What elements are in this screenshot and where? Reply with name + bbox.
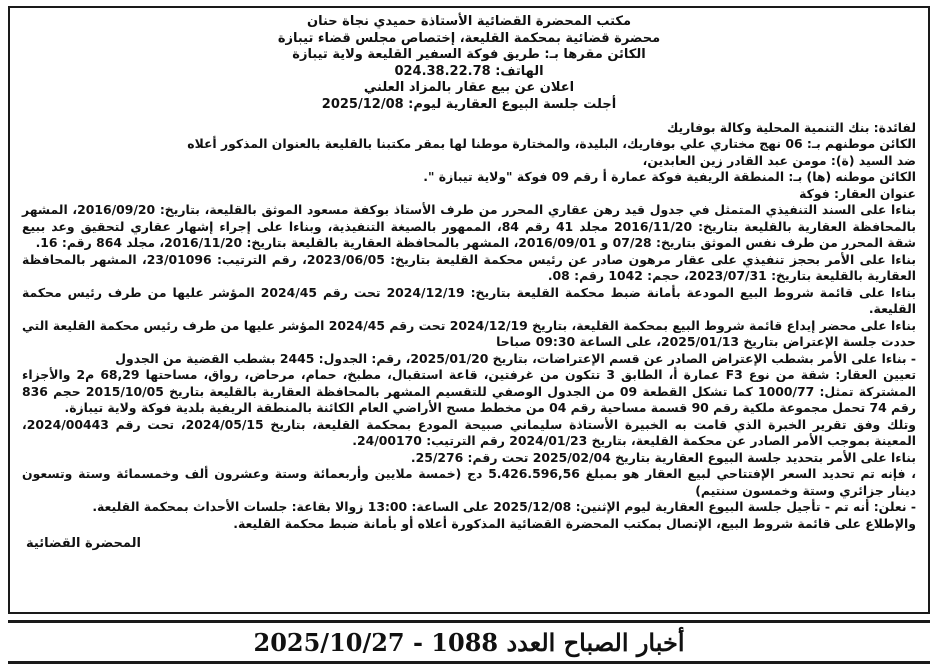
contact-paragraph: والإطلاع على قائمة شروط البيع، الإتصال بمكتب المحضرة القضائية المذكورة أعلاه أو بأمانة ضبط محكمة القليعة. <box>233 515 916 531</box>
objection-order-paragraph: - بناءا على الأمر بشطب الإعتراض الصادر عن قسم الإعتراضات، بتاريخ 2025/01/20، رقم: الجدول: 2445 بشطب القضية من الجدول <box>115 350 916 366</box>
office-name: مكتب المحضرة القضائية الأستاذة حميدي نجاة حنان <box>306 14 631 29</box>
property-description-paragraph: تعيين العقار: شقة من نوع F3 عمارة أ، الطابق 3 تتكون من غرفتين، قاعة استقبال، مطبخ، حمام، مرحاض، رواق، مساحتها 68,29 م2 والأجزاء المشتركة تمثل: 1000/77 كما تشكل القطعة 09 من الجدول الوصفي للتقسيم المشهر بالمحافظة العقارية بالقليعة بتاريخ 2015/10/05 حجم 836 رقم 74 تحمل مجموعة ملكية رقم 90 قسمة مساحية رقم 04 من مخطط مسح الأراضي العام الكائنة بالمنطقة الريفية بلدية فوكة ولاية تيبازة. <box>22 367 916 416</box>
property-address: عنوان العقار: فوكة <box>799 185 916 201</box>
announcement-body <box>22 120 916 533</box>
defendant: ضد السيد (ة): مومن عبد القادر زين العابدين، <box>642 152 916 168</box>
beneficiary-address: الكائن موطنهم بـ: 06 نهج مختاري علي بوفاريك، البليدة، والمختارة موطنا لها بمقر مكتبنا بالقليعة بالعنوان المذكور أعلاه <box>187 136 916 152</box>
opening-price-paragraph: ، فإنه تم تحديد السعر الإفتتاحي لبيع العقار هو بمبلغ 5.426.596,56 دج (خمسة ملايين وأربعمائة وستة وعشرون ألف وخمسمائة وستة وتسعون دينار جزائري وستة وخمسون سنتيم) <box>22 466 916 498</box>
announcement-title: اعلان عن بيع عقار بالمزاد العلني <box>363 80 575 96</box>
beneficiary: لفائدة: بنك التنمية المحلية وكالة بوفاريك <box>666 119 916 135</box>
expertise-report-paragraph: وتلك وفق تقرير الخبرة الذي قامت به الخبيرة الأستاذة سليماني صبيحة المودع بمحكمة القليعة، بتاريخ 2024/05/15، تحت رقم 2024/00443، المعينة بموجب الأمر الصادر عن محكمة القليعة، بتاريخ 2024/01/23 رقم الترتيب: 24/00170. <box>22 416 917 449</box>
postponed-session-date: أجلت جلسة البيوع العقارية ليوم: 2025/12/08 <box>321 96 617 112</box>
newspaper-issue-line: أخبار الصباح العدد 1088 - 2025/10/27 <box>253 627 685 657</box>
announcement-header <box>22 14 916 114</box>
signature: المحضرة القضائية <box>26 536 141 552</box>
office-jurisdiction: محضرة قضائية بمحكمة القليعة، إختصاص مجلس قضاء تيبازة <box>277 30 661 46</box>
executive-title-paragraph: بناءا على السند التنفيذي المتمثل في جدول قيد رهن عقاري المحرر من طرف الأستاذ بوكفة مسعود الموثق بالقليعة، بتاريخ: 2016/09/20، المشهر بالمحافظة العقارية بالقليعة بتاريخ: 2016/11/20 مجلد 41 رقم 84، الممهور بالصيغة التنفيذية، وبناءا على إجراء إشهار عقاري لتحقيق وعد ببيع شقة المحرر من طرف نفس الموثق بتاريخ: 07/28 و 2016/09/01، المشهر بالمحافظة العقارية بالقليعة بتاريخ: 2016/11/20، مجلد 864 رقم: 16. <box>22 202 916 251</box>
office-address: الكائن مقرها بـ: طريق فوكة السفير القليعة ولاية تيبازة <box>292 47 646 63</box>
sale-conditions-paragraph: بناءا على قائمة شروط البيع المودعة بأمانة ضبط محكمة القليعة بتاريخ: 2024/12/19 تحت رقم 2024/45 المؤشر عليها من طرف رئيس محكمة القليعة. <box>22 284 916 317</box>
office-phone: الهاتف: 024.38.22.78 <box>394 63 544 79</box>
seizure-order-paragraph: بناءا على الأمر بحجز تنفيذي على عقار مرهون صادر عن رئيس محكمة القليعة بتاريخ: 2023/06/05، رقم الترتيب: 23/01096، المشهر بالمحافظة العقارية بالقليعة بتاريخ: 2023/07/31، حجم: 1042 رقم: 08. <box>22 251 917 284</box>
announcement-frame <box>8 6 930 614</box>
postponement-notice-paragraph: - نعلن: أنه تم - تأجيل جلسة البيوع العقارية ليوم الإثنين: 2025/12/08 على الساعة: 13:00 زوالا بقاعة: جلسات الأحداث بمحكمة القليعة. <box>92 499 916 515</box>
deposit-report-paragraph: بناءا على محضر إيداع قائمة شروط البيع بمحكمة القليعة، بتاريخ 2024/12/19 تحت رقم 2024/45 المؤشر عليها من طرف رئيس محكمة القليعة التي حددت جلسة الإعتراض بتاريخ 2025/01/13، على الساعة 09:30 صباحا <box>22 317 916 350</box>
newspaper-footer <box>8 620 930 664</box>
defendant-address: الكائن موطنه (ها) بـ: المنطقة الريفية فوكة عمارة أ رقم 09 فوكة "ولاية تيبازة ". <box>423 169 916 185</box>
session-order-paragraph: بناءا على الأمر بتحديد جلسة البيوع العقارية بتاريخ 2025/02/04 تحت رقم: 25/276. <box>410 449 916 465</box>
